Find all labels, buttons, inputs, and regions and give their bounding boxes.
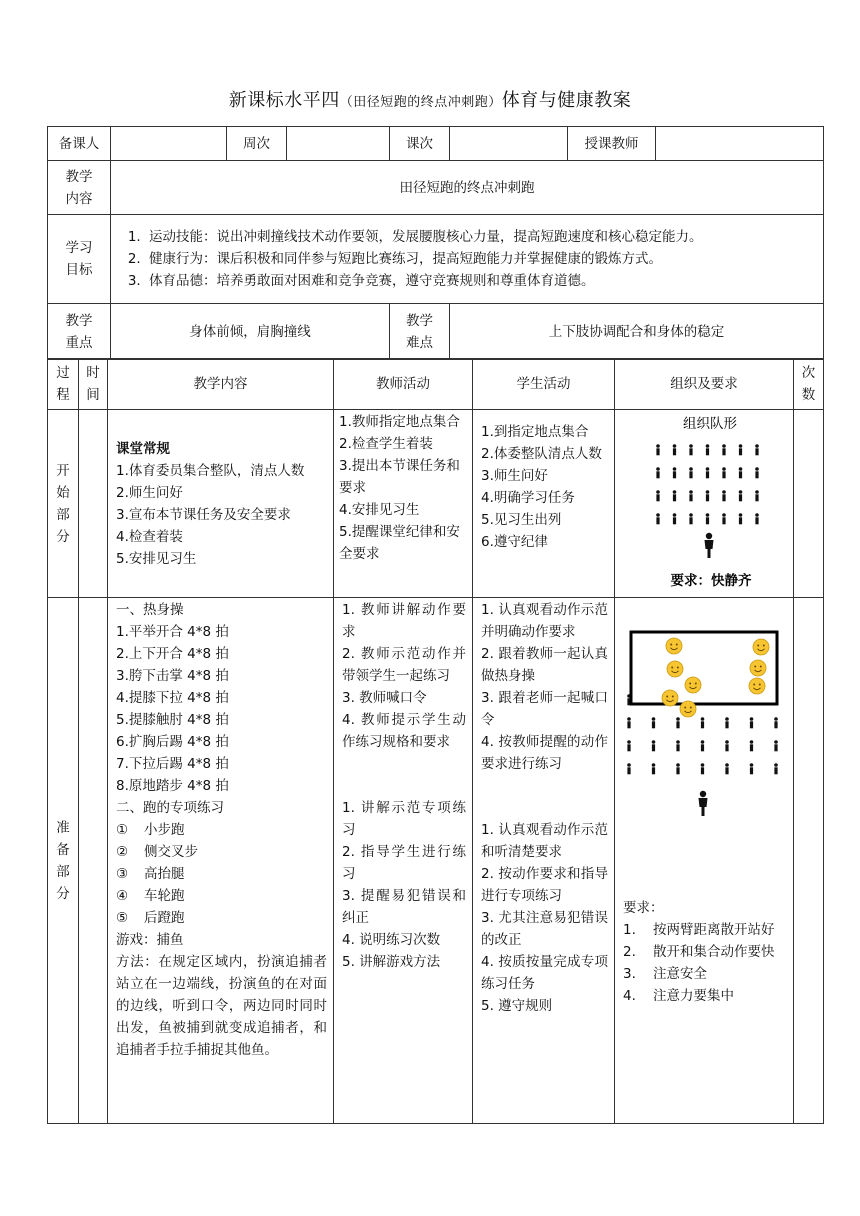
student-figure-icon bbox=[652, 767, 655, 774]
formation-requirement: 要求：快静齐 bbox=[670, 573, 752, 589]
student-figure-icon bbox=[739, 444, 743, 448]
warmup-item: 7.下拉后踢 4*8 拍 bbox=[116, 756, 229, 772]
smiley-eye bbox=[666, 696, 668, 698]
prep-student bbox=[473, 598, 615, 1124]
prep-time bbox=[79, 598, 108, 1124]
preparer-value bbox=[111, 127, 227, 161]
warmup-item: 4.提膝下拉 4*8 拍 bbox=[116, 690, 229, 706]
teacher-item: 3. 教师喊口令 bbox=[342, 690, 427, 706]
prep-content bbox=[108, 598, 334, 1124]
goal-item: 3. 体育品德：培养勇敢面对困难和竞争竞赛，遵守竞赛规则和尊重体育道德。 bbox=[145, 270, 817, 292]
student-figure-icon bbox=[689, 517, 692, 524]
student-figure-icon bbox=[774, 744, 777, 751]
teacher-item: 1. 教师讲解动作要求 bbox=[342, 602, 466, 640]
student-item: 6.遵守纪律 bbox=[481, 534, 548, 550]
smiley-face-icon bbox=[666, 638, 682, 654]
drill-item: ⑤ 后蹬跑 bbox=[116, 910, 185, 926]
title-subtitle: （田径短跑的终点冲刺跑） bbox=[339, 95, 502, 110]
student-figure-icon bbox=[722, 490, 726, 494]
student-figure-icon bbox=[673, 494, 676, 501]
preparer-label: 备课人 bbox=[48, 127, 111, 161]
student-figure-icon bbox=[774, 717, 778, 721]
smiley-eye bbox=[753, 684, 755, 686]
stage-prep: 准备部分 bbox=[48, 598, 79, 1124]
requirement-title: 要求： bbox=[623, 900, 664, 916]
formation-diagram-start bbox=[615, 410, 794, 590]
student-figure-icon bbox=[689, 444, 693, 448]
student-item: 1. 认真观看动作示范和听清楚要求 bbox=[481, 822, 608, 860]
start-count bbox=[794, 410, 824, 598]
content-item: 3.宣布本节课任务及安全要求 bbox=[116, 506, 291, 523]
requirement-item: 3. 注意安全 bbox=[623, 966, 707, 982]
student-item: 5. 遵守规则 bbox=[481, 998, 553, 1014]
student-figure-icon bbox=[656, 444, 660, 448]
col-org: 组织及要求 bbox=[615, 359, 794, 410]
content-item: 2.师生问好 bbox=[116, 484, 183, 501]
teacher-item: 2. 指导学生进行练习 bbox=[342, 844, 466, 882]
student-figure-icon bbox=[706, 490, 710, 494]
student-figure-icon bbox=[689, 490, 693, 494]
routine-title: 课堂常规 bbox=[116, 440, 170, 457]
student-figure-icon bbox=[755, 467, 759, 471]
student-item: 1.到指定地点集合 bbox=[481, 424, 589, 440]
student-figure-icon bbox=[725, 740, 729, 744]
student-item: 4. 按质按量完成专项练习任务 bbox=[481, 954, 608, 992]
spacer bbox=[481, 775, 608, 819]
teacher-item: 3.提出本节课任务和要求 bbox=[339, 458, 460, 496]
student-figure-icon bbox=[725, 767, 728, 774]
student-figure-icon bbox=[750, 744, 753, 751]
drill-item: ② 侧交叉步 bbox=[116, 844, 198, 860]
content-label: 教学内容 bbox=[48, 161, 111, 215]
student-figure-icon bbox=[627, 767, 630, 774]
smiley-face-icon bbox=[685, 677, 701, 693]
student-formation bbox=[627, 694, 778, 774]
student-figure-icon bbox=[739, 471, 742, 478]
student-figure-icon bbox=[627, 717, 631, 721]
start-time bbox=[79, 410, 108, 598]
difficulty-label: 教学难点 bbox=[390, 304, 450, 360]
student-figure-icon bbox=[627, 740, 631, 744]
student-figure-icon bbox=[652, 763, 656, 767]
student-figure-icon bbox=[701, 717, 705, 721]
drill-item: ④ 车轮跑 bbox=[116, 888, 185, 904]
student-item: 1. 认真观看动作示范并明确动作要求 bbox=[481, 602, 608, 640]
student-figure-icon bbox=[722, 513, 726, 517]
prep-teacher bbox=[334, 598, 473, 1124]
game-title: 游戏：捕鱼 bbox=[116, 932, 184, 948]
student-figure-icon bbox=[706, 517, 709, 524]
student-figure-icon bbox=[673, 513, 677, 517]
teacher-item: 2.检查学生着装 bbox=[339, 436, 433, 452]
spacer bbox=[342, 753, 466, 797]
student-figure-icon bbox=[656, 494, 659, 501]
student-figure-icon bbox=[706, 513, 710, 517]
student-item: 2.体委整队清点人数 bbox=[481, 446, 602, 462]
student-figure-icon bbox=[750, 721, 753, 728]
student-figure-icon bbox=[739, 494, 742, 501]
student-figure-icon bbox=[706, 448, 709, 455]
student-item: 2. 跟着教师一起认真做热身操 bbox=[481, 646, 608, 684]
student-figure-icon bbox=[676, 763, 680, 767]
teacher-item: 4.安排见习生 bbox=[339, 502, 420, 518]
student-figure-icon bbox=[627, 763, 631, 767]
student-figure-icon bbox=[676, 740, 680, 744]
student-figure-icon bbox=[725, 763, 729, 767]
smiley-face-icon bbox=[662, 690, 678, 706]
lesson-info-table bbox=[47, 126, 824, 360]
game-method: 方法：在规定区域内，扮演追捕者站立在一边端线，扮演鱼的在对面的边线，听到口令，两边同时同时出发，鱼被捕到就变成追捕者，和追捕者手拉手捕捉其他鱼。 bbox=[116, 954, 327, 1058]
teacher-label: 授课教师 bbox=[568, 127, 656, 161]
goals-label: 学习目标 bbox=[48, 215, 111, 304]
smiley-eye bbox=[763, 645, 765, 647]
smiley-eye bbox=[759, 684, 761, 686]
warmup-item: 6.扩胸后踢 4*8 拍 bbox=[116, 734, 229, 750]
student-figure-icon bbox=[750, 740, 754, 744]
smiley-eye bbox=[677, 667, 679, 669]
content-value: 田径短跑的终点冲刺跑 bbox=[111, 161, 824, 215]
student-figure-icon bbox=[652, 744, 655, 751]
student-figure-icon bbox=[701, 767, 704, 774]
warmup-item: 8.原地踏步 4*8 拍 bbox=[116, 778, 229, 794]
smiley-eye bbox=[760, 666, 762, 668]
title-main: 新课标水平四 bbox=[228, 90, 340, 111]
drill-item: ① 小步跑 bbox=[116, 822, 185, 838]
goal-item: 2. 健康行为：课后积极和同伴参与短跑比赛练习，提高短跑能力并掌握健康的锻炼方式。 bbox=[145, 248, 817, 270]
smiley-face-icon bbox=[667, 661, 683, 677]
focus-value: 身体前倾，肩胸撞线 bbox=[111, 304, 390, 360]
student-figure-icon bbox=[656, 490, 660, 494]
student-figure-icon bbox=[755, 490, 759, 494]
student-figure-icon bbox=[774, 763, 778, 767]
student-figure-icon bbox=[755, 513, 759, 517]
student-figure-icon bbox=[722, 517, 725, 524]
warmup-item: 1.平举开合 4*8 拍 bbox=[116, 624, 229, 640]
student-figure-icon bbox=[722, 467, 726, 471]
student-figure-icon bbox=[676, 717, 680, 721]
student-figure-icon bbox=[656, 513, 660, 517]
student-figure-icon bbox=[725, 744, 728, 751]
requirement-item: 4. 注意力要集中 bbox=[623, 988, 734, 1004]
smiley-eye bbox=[684, 707, 686, 709]
teacher-item: 1.教师指定地点集合 bbox=[339, 414, 460, 430]
prep-organization bbox=[615, 598, 794, 1124]
student-figure-icon bbox=[689, 471, 692, 478]
student-item: 3. 尤其注意易犯错误的改正 bbox=[481, 910, 608, 948]
warmup-title: 一、热身操 bbox=[116, 602, 184, 618]
student-figure-icon bbox=[652, 721, 655, 728]
col-teacher: 教师活动 bbox=[334, 359, 473, 410]
goals-list bbox=[111, 215, 824, 304]
student-figure-icon bbox=[755, 448, 758, 455]
col-content: 教学内容 bbox=[108, 359, 334, 410]
content-item: 1.体育委员集合整队，清点人数 bbox=[116, 462, 305, 479]
student-figure-icon bbox=[722, 494, 725, 501]
requirement-item: 1. 按两臂距离散开站好 bbox=[623, 922, 775, 938]
student-figure-icon bbox=[676, 744, 679, 751]
student-figure-icon bbox=[706, 494, 709, 501]
student-figure-icon bbox=[706, 444, 710, 448]
student-figure-icon bbox=[673, 444, 677, 448]
student-figure-icon bbox=[673, 490, 677, 494]
student-figure-icon bbox=[701, 740, 705, 744]
student-figure-icon bbox=[706, 467, 710, 471]
student-formation bbox=[656, 444, 759, 524]
student-figure-icon bbox=[739, 517, 742, 524]
smiley-eye bbox=[670, 644, 672, 646]
formation-title: 组织队形 bbox=[683, 416, 737, 432]
requirement-item: 2. 散开和集合动作要快 bbox=[623, 944, 775, 960]
student-figure-icon bbox=[689, 467, 693, 471]
smiley-face-icon bbox=[749, 678, 765, 694]
student-item: 5.见习生出列 bbox=[481, 512, 562, 528]
smiley-eye bbox=[757, 645, 759, 647]
teacher-item: 5. 讲解游戏方法 bbox=[342, 954, 441, 970]
student-figure-icon bbox=[627, 744, 630, 751]
teacher-item: 4. 说明练习次数 bbox=[342, 932, 441, 948]
student-figure-icon bbox=[676, 721, 679, 728]
col-process: 过程 bbox=[48, 359, 79, 410]
smiley-eye bbox=[689, 683, 691, 685]
start-content bbox=[108, 410, 334, 598]
col-student: 学生活动 bbox=[473, 359, 615, 410]
student-figure-icon bbox=[673, 471, 676, 478]
student-item: 3.师生问好 bbox=[481, 468, 548, 484]
student-figure-icon bbox=[774, 721, 777, 728]
smiley-face-icon bbox=[753, 639, 769, 655]
student-item: 3. 跟着老师一起喊口令 bbox=[481, 690, 608, 728]
student-figure-icon bbox=[774, 740, 778, 744]
page-title bbox=[0, 86, 860, 112]
student-figure-icon bbox=[673, 517, 676, 524]
student-figure-icon bbox=[689, 448, 692, 455]
start-organization bbox=[615, 410, 794, 598]
student-figure-icon bbox=[755, 444, 759, 448]
drill-item: ③ 高抬腿 bbox=[116, 866, 185, 882]
smiley-eye bbox=[695, 683, 697, 685]
student-figure-icon bbox=[652, 740, 656, 744]
content-item: 4.检查着装 bbox=[116, 528, 183, 545]
prep-count bbox=[794, 598, 824, 1124]
student-figure-icon bbox=[656, 467, 660, 471]
week-label: 周次 bbox=[227, 127, 287, 161]
student-figure-icon bbox=[739, 467, 743, 471]
student-figure-icon bbox=[656, 448, 659, 455]
student-figure-icon bbox=[739, 448, 742, 455]
stage-start: 开始部分 bbox=[48, 410, 79, 598]
teacher-item: 3. 提醒易犯错误和纠正 bbox=[342, 888, 466, 926]
student-figure-icon bbox=[722, 444, 726, 448]
warmup-item: 3.胯下击掌 4*8 拍 bbox=[116, 668, 229, 684]
student-figure-icon bbox=[673, 467, 677, 471]
student-figure-icon bbox=[656, 471, 659, 478]
teacher-value bbox=[656, 127, 824, 161]
teacher-figure-icon bbox=[705, 533, 714, 558]
col-time: 时间 bbox=[79, 359, 108, 410]
student-figure-icon bbox=[739, 513, 743, 517]
smiley-face-icon bbox=[750, 660, 766, 676]
lesson-no-label: 课次 bbox=[390, 127, 450, 161]
student-figure-icon bbox=[701, 721, 704, 728]
student-figure-icon bbox=[755, 471, 758, 478]
drill-title: 二、跑的专项练习 bbox=[116, 800, 224, 816]
student-figure-icon bbox=[750, 767, 753, 774]
student-figure-icon bbox=[706, 471, 709, 478]
student-figure-icon bbox=[673, 448, 676, 455]
student-figure-icon bbox=[627, 721, 630, 728]
student-figure-icon bbox=[722, 448, 725, 455]
formation-diagram-prep bbox=[615, 598, 794, 898]
student-figure-icon bbox=[689, 494, 692, 501]
student-figure-icon bbox=[755, 494, 758, 501]
student-figure-icon bbox=[656, 517, 659, 524]
teacher-item: 5.提醒课堂纪律和安全要求 bbox=[339, 524, 460, 562]
student-figure-icon bbox=[774, 767, 777, 774]
week-value bbox=[287, 127, 390, 161]
student-item: 2. 按动作要求和指导进行专项练习 bbox=[481, 866, 608, 904]
student-figure-icon bbox=[722, 471, 725, 478]
teacher-figure-icon bbox=[699, 791, 708, 816]
smiley-eye bbox=[671, 667, 673, 669]
student-figure-icon bbox=[725, 717, 729, 721]
smiley-eye bbox=[672, 696, 674, 698]
student-figure-icon bbox=[755, 517, 758, 524]
student-figure-icon bbox=[689, 513, 693, 517]
start-teacher bbox=[334, 410, 473, 598]
student-figure-icon bbox=[652, 717, 656, 721]
prep-requirements bbox=[615, 897, 793, 1007]
focus-label: 教学重点 bbox=[48, 304, 111, 360]
content-item: 5.安排见习生 bbox=[116, 550, 197, 567]
student-figure-icon bbox=[725, 721, 728, 728]
warmup-item: 5.提膝触肘 4*8 拍 bbox=[116, 712, 229, 728]
warmup-item: 2.上下开合 4*8 拍 bbox=[116, 646, 229, 662]
student-figure-icon bbox=[750, 717, 754, 721]
lesson-process-table bbox=[47, 358, 824, 1124]
difficulty-value: 上下肢协调配合和身体的稳定 bbox=[450, 304, 824, 360]
smiley-eye bbox=[690, 707, 692, 709]
start-student bbox=[473, 410, 615, 598]
student-figure-icon bbox=[701, 763, 705, 767]
col-count: 次数 bbox=[794, 359, 824, 410]
teacher-item: 4. 教师提示学生动作练习规格和要求 bbox=[342, 712, 466, 750]
goal-item: 1. 运动技能：说出冲刺撞线技术动作要领，发展腰腹核心力量，提高短跑速度和核心稳定能力。 bbox=[145, 226, 817, 248]
student-figure-icon bbox=[676, 767, 679, 774]
student-figure-icon bbox=[750, 763, 754, 767]
lesson-no-value bbox=[450, 127, 568, 161]
teacher-item: 2. 教师示范动作并带领学生一起练习 bbox=[342, 646, 466, 684]
smiley-face-icon bbox=[680, 701, 696, 717]
student-figure-icon bbox=[739, 490, 743, 494]
smiley-eye bbox=[676, 644, 678, 646]
student-figure-icon bbox=[701, 744, 704, 751]
teacher-item: 1. 讲解示范专项练习 bbox=[342, 800, 466, 838]
student-item: 4.明确学习任务 bbox=[481, 490, 575, 506]
student-item: 4. 按教师提醒的动作要求进行练习 bbox=[481, 734, 608, 772]
smiley-eye bbox=[754, 666, 756, 668]
title-main-end: 体育与健康教案 bbox=[501, 90, 632, 111]
